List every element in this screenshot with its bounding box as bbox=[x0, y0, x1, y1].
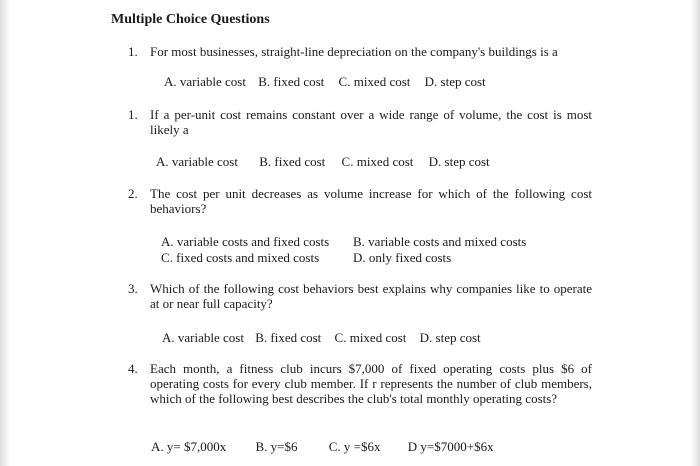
question-3 bbox=[128, 186, 592, 216]
option-a: A. y= $7,000x bbox=[151, 439, 227, 454]
question-4-options bbox=[162, 330, 481, 346]
option-d: D. only fixed costs bbox=[353, 250, 452, 265]
option-b: B. variable costs and mixed costs bbox=[353, 234, 527, 249]
question-1 bbox=[128, 44, 592, 59]
question-4 bbox=[128, 281, 592, 311]
option-c: C. mixed cost bbox=[338, 74, 411, 89]
question-3-options bbox=[161, 234, 526, 266]
question-number: 3. bbox=[128, 281, 138, 296]
option-c: C. mixed cost bbox=[334, 330, 407, 345]
option-a: A. variable cost bbox=[162, 330, 244, 345]
question-number: 2. bbox=[128, 186, 138, 201]
question-5 bbox=[128, 361, 592, 406]
option-d: D. step cost bbox=[428, 154, 490, 169]
question-5-options bbox=[151, 439, 494, 455]
question-number: 1. bbox=[128, 107, 138, 122]
option-c: C. fixed costs and mixed costs bbox=[161, 250, 320, 265]
option-d: D y=$7000+$6x bbox=[407, 439, 494, 454]
option-b: B. fixed cost bbox=[258, 74, 325, 89]
question-text: If a per-unit cost remains constant over a wide range of volume, the cost is most likely a bbox=[150, 107, 592, 137]
option-c: C. mixed cost bbox=[341, 154, 414, 169]
option-a: A. variable cost bbox=[164, 74, 246, 89]
question-2 bbox=[128, 107, 592, 137]
question-text: For most businesses, straight-line depreciation on the company's buildings is a bbox=[150, 44, 558, 59]
question-text: The cost per unit decreases as volume increase for which of the following cost behaviors? bbox=[150, 186, 592, 216]
option-a: A. variable costs and fixed costs bbox=[161, 234, 330, 249]
question-text: Each month, a fitness club incurs $7,000 of fixed operating costs plus $6 of operating costs for every club member. If r represents the number of club members, which of the following best describes the club's total monthly operating costs? bbox=[150, 361, 592, 406]
page-shadow-left bbox=[0, 0, 10, 466]
option-c: C. y =$6x bbox=[328, 439, 381, 454]
option-d: D. step cost bbox=[419, 330, 481, 345]
option-a: A. variable cost bbox=[156, 154, 238, 169]
question-text: Which of the following cost behaviors best explains why companies like to operate at or near full capacity? bbox=[150, 281, 592, 311]
question-1-options bbox=[164, 74, 486, 90]
option-d: D. step cost bbox=[424, 74, 486, 89]
option-b: B. fixed cost bbox=[259, 154, 326, 169]
option-b: B. y=$6 bbox=[255, 439, 298, 454]
option-b: B. fixed cost bbox=[255, 330, 322, 345]
question-2-options bbox=[156, 154, 490, 170]
question-number: 4. bbox=[128, 361, 138, 376]
page-shadow-right bbox=[690, 0, 700, 466]
page-title: Multiple Choice Questions bbox=[111, 12, 270, 27]
question-number: 1. bbox=[128, 44, 138, 59]
